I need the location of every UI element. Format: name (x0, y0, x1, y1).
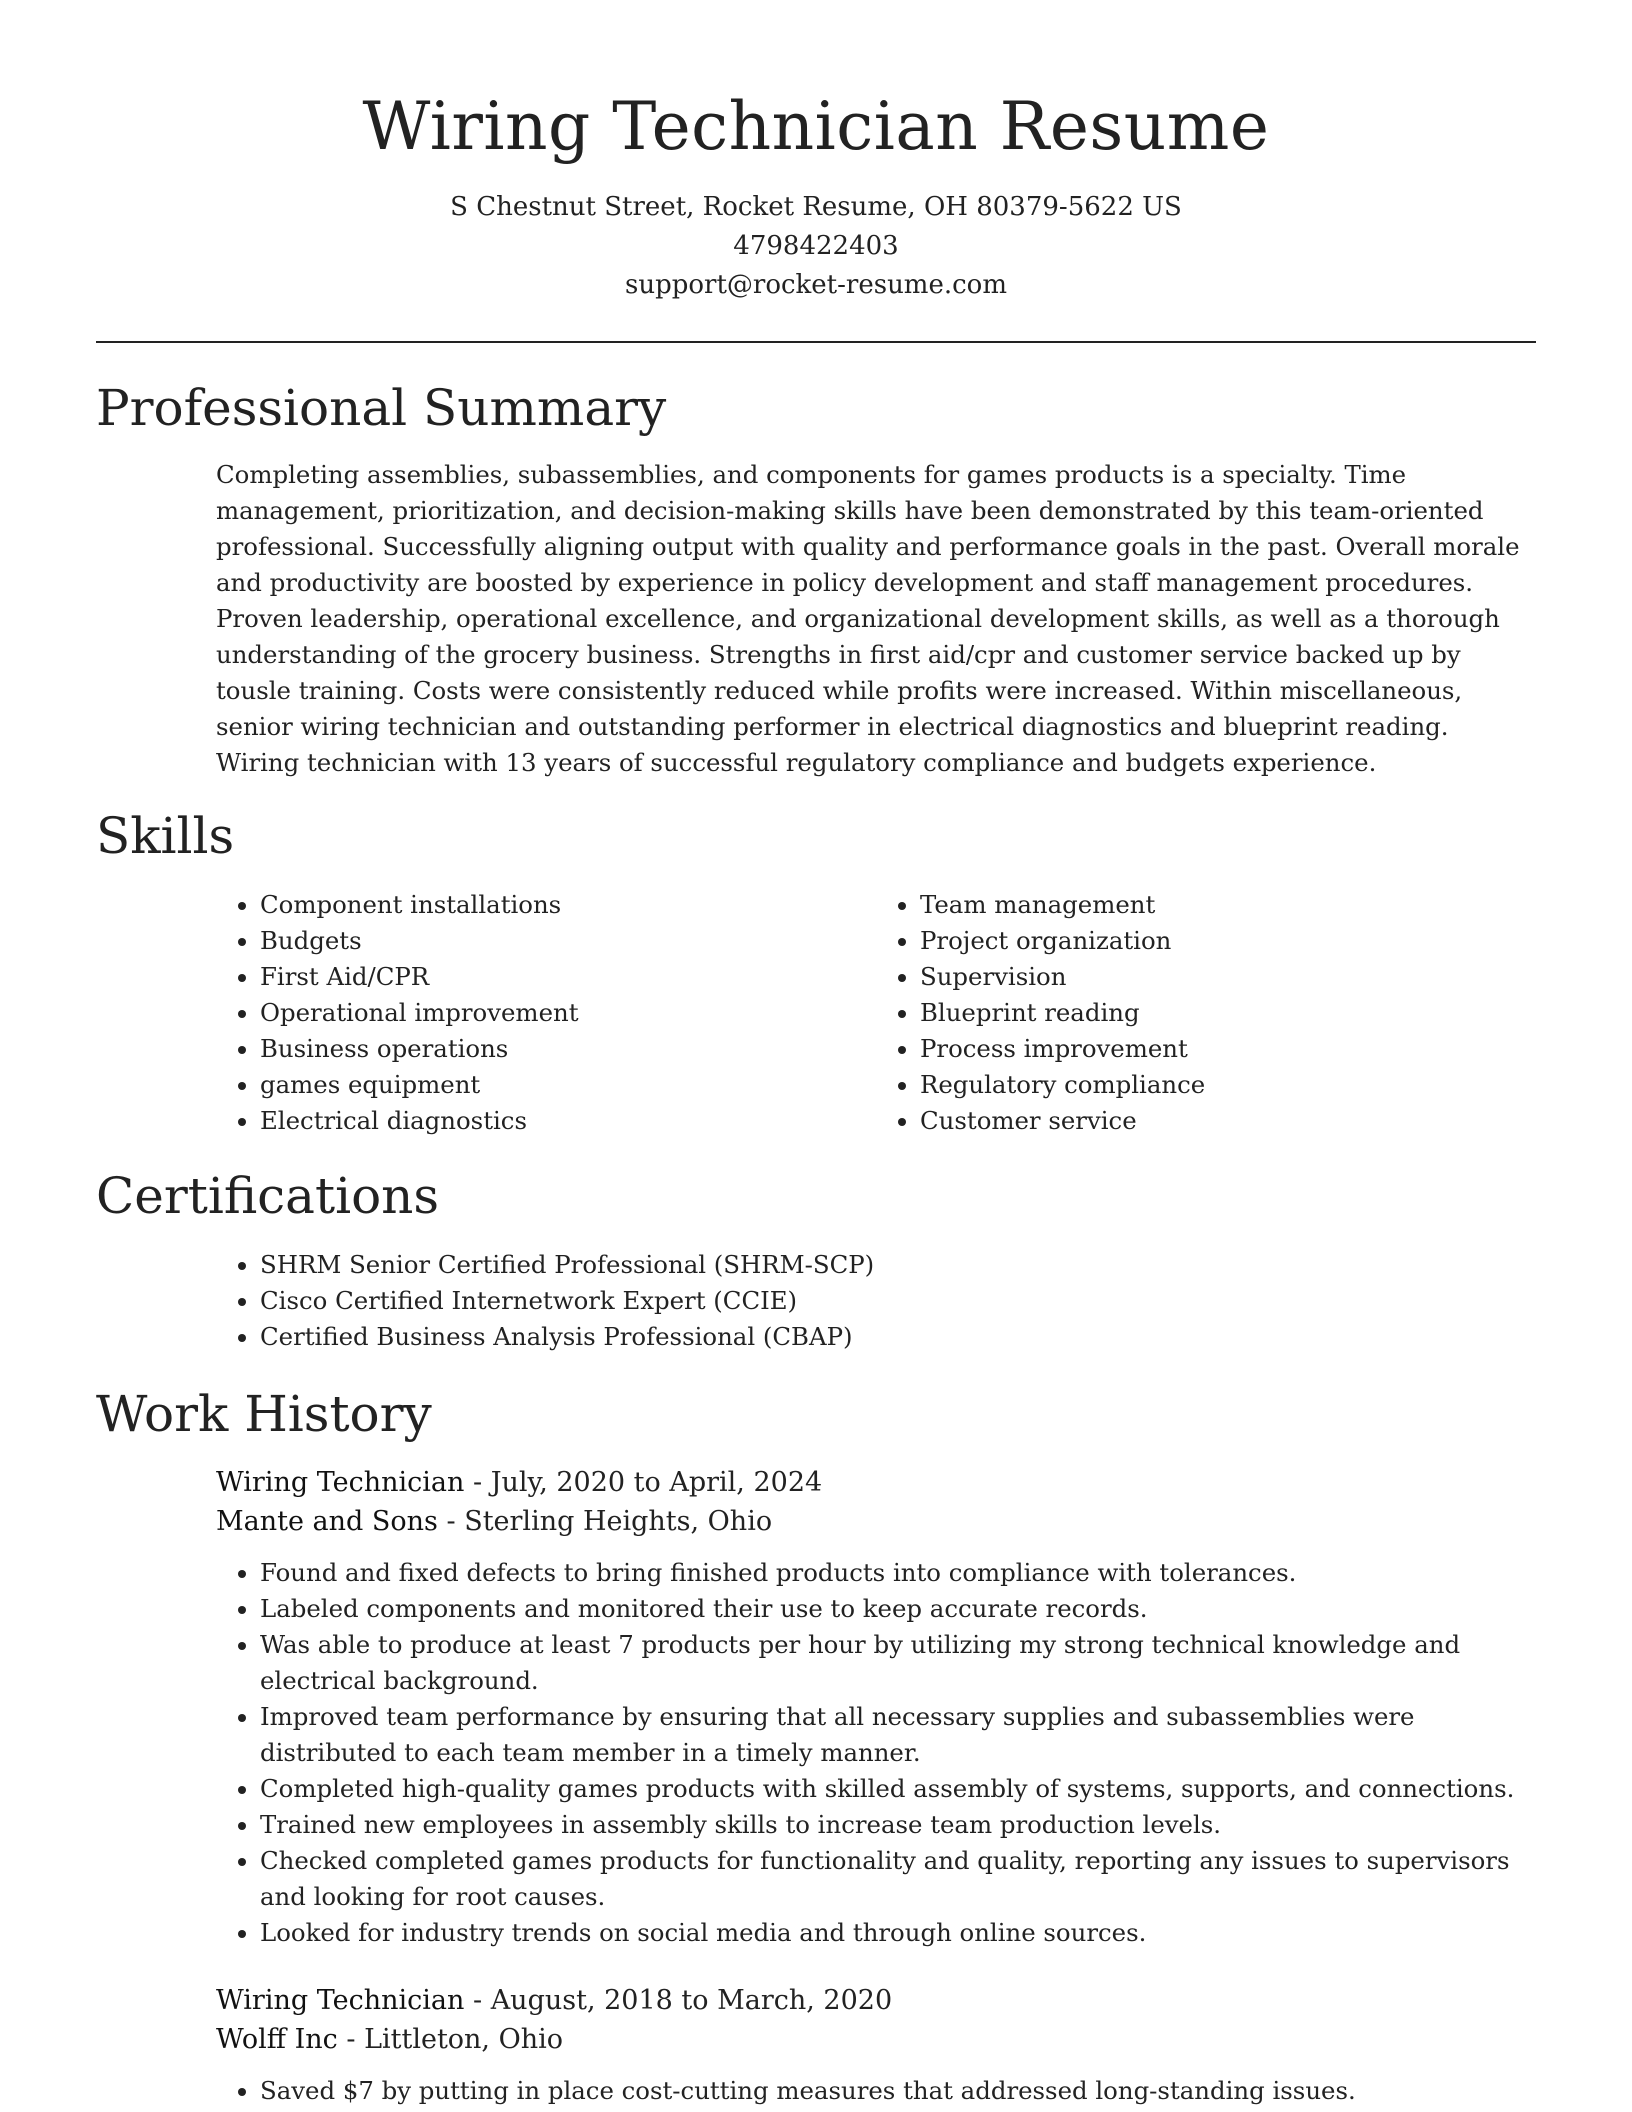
phone: 4798422403 (733, 231, 899, 261)
summary-section (96, 377, 1536, 781)
skill-item: • games equipment (260, 1067, 876, 1103)
job-title: Wiring Technician (216, 1467, 465, 1498)
job-entry (216, 1463, 1536, 1951)
job-bullet: • Completed high-quality games products with skilled assembly of systems, supports, and connections. (260, 1771, 1536, 1807)
skill-item: • Supervision (920, 959, 1536, 995)
work-history-heading: Work History (96, 1385, 432, 1443)
skill-item: • Operational improvement (260, 995, 876, 1031)
email: support@rocket-resume.com (624, 270, 1007, 300)
skill-item: • Budgets (260, 923, 876, 959)
job-bullet: • Trained new employees in assembly skills to increase team production levels. (260, 1807, 1536, 1843)
separator: - (464, 1985, 491, 2016)
summary-text: Completing assemblies, subassemblies, and components for games products is a specialty. Time management, prioritization, and decision-making skills have been demonstrated by this team-oriented professional. Successfully aligning output with quality and performance goals in the past. Overall morale and productivity are boosted by experience in policy development and staff management procedures. Proven leadership, operational excellence, and organizational development skills, as well as a thorough understanding of the grocery business. Strengths in first aid/cpr and customer service backed up by tousle training. Costs were consistently reduced while profits were increased. Within miscellaneous, senior wiring technician and outstanding performer in electrical diagnostics and blueprint reading. Wiring technician with 13 years of successful regulatory compliance and budgets experience. (216, 460, 1520, 777)
job-title-line (216, 1981, 1536, 2020)
job-company-line (216, 2020, 1536, 2059)
job-company: Mante and Sons (216, 1506, 438, 1537)
job-title-line (216, 1463, 1536, 1502)
job-company-line (216, 1502, 1536, 1541)
job-location: Sterling Heights, Ohio (464, 1506, 773, 1537)
header-divider (96, 341, 1536, 343)
job-company: Wolff Inc (216, 2024, 338, 2055)
skill-item: • Business operations (260, 1031, 876, 1067)
job-bullet: • Looked for industry trends on social media and through online sources. (260, 1915, 1536, 1951)
skill-item: • Project organization (920, 923, 1536, 959)
job-bullet: • Improved team performance by ensuring that all necessary supplies and subassemblies were distributed to each team member in a timely manner. (260, 1699, 1536, 1771)
skill-item: • Regulatory compliance (920, 1067, 1536, 1103)
skill-item: • Blueprint reading (920, 995, 1536, 1031)
job-bullet: • Found and fixed defects to bring finished products into compliance with tolerances. (260, 1555, 1536, 1591)
job-bullets (216, 1555, 1536, 1951)
job-entry (216, 1981, 1536, 2109)
skill-item: • First Aid/CPR (260, 959, 876, 995)
skills-section (96, 805, 1536, 1139)
job-dates: July, 2020 to April, 2024 (490, 1467, 823, 1498)
skills-columns (216, 887, 1536, 1139)
separator: - (437, 1506, 465, 1537)
certifications-list (216, 1247, 1536, 1355)
job-bullets (216, 2073, 1536, 2109)
summary-heading: Professional Summary (96, 379, 667, 437)
work-history-section (96, 1383, 1536, 2109)
resume-header (96, 0, 1536, 305)
resume-title: Wiring Technician Resume (362, 88, 1270, 165)
certification-item: • Certified Business Analysis Professional (CBAP) (260, 1319, 1536, 1355)
certifications-body (96, 1247, 1536, 1355)
address: S Chestnut Street, Rocket Resume, OH 80379-5622 US (450, 192, 1182, 222)
skill-item: • Electrical diagnostics (260, 1103, 876, 1139)
contact-block (96, 188, 1536, 305)
skills-heading: Skills (96, 807, 235, 865)
job-location: Littleton, Ohio (364, 2024, 564, 2055)
skills-list-right (876, 887, 1536, 1139)
skill-item: • Team management (920, 887, 1536, 923)
job-dates: August, 2018 to March, 2020 (490, 1985, 893, 2016)
job-bullet: • Saved $7 by putting in place cost-cutting measures that addressed long-standing issues. (260, 2073, 1536, 2109)
skill-item: • Process improvement (920, 1031, 1536, 1067)
separator: - (337, 2024, 365, 2055)
job-bullet: • Was able to produce at least 7 products per hour by utilizing my strong technical knowledge and electrical background. (260, 1627, 1536, 1699)
separator: - (464, 1467, 491, 1498)
skills-list-left (216, 887, 876, 1139)
certification-item: • SHRM Senior Certified Professional (SHRM-SCP) (260, 1247, 1536, 1283)
job-bullet: • Labeled components and monitored their use to keep accurate records. (260, 1591, 1536, 1627)
skill-item: • Component installations (260, 887, 876, 923)
certifications-heading: Certifications (96, 1167, 440, 1225)
job-bullet: • Checked completed games products for functionality and quality, reporting any issues to supervisors and looking for root causes. (260, 1843, 1536, 1915)
work-history-body (96, 1463, 1536, 2109)
skill-item: • Customer service (920, 1103, 1536, 1139)
certifications-section (96, 1165, 1536, 1355)
certification-item: • Cisco Certified Internetwork Expert (CCIE) (260, 1283, 1536, 1319)
job-title: Wiring Technician (216, 1985, 465, 2016)
skills-body (96, 887, 1536, 1139)
